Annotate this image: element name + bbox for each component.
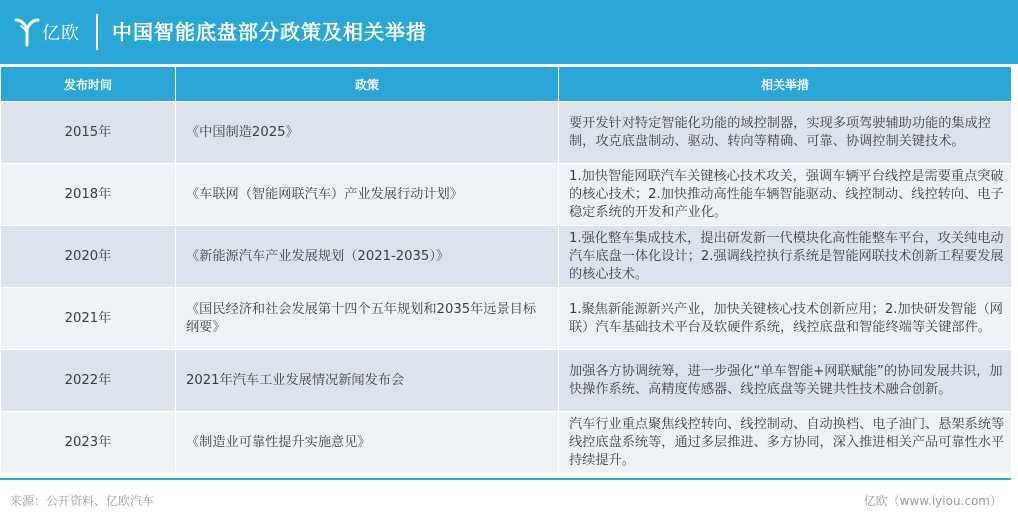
policy-cell: 《国民经济和社会发展第十四个五年规划和2035年远景目标纲要》 xyxy=(176,288,559,350)
table-row xyxy=(1,226,1012,288)
column-header-measures: 相关举措 xyxy=(559,67,1012,102)
year-cell: 2023年 xyxy=(1,412,176,474)
policy-cell: 《中国制造2025》 xyxy=(176,102,559,164)
logo-y-icon xyxy=(14,17,40,47)
policy-cell: 《制造业可靠性提升实施意见》 xyxy=(176,412,559,474)
logo-text: 亿欧 xyxy=(42,23,80,44)
table-row xyxy=(1,412,1012,474)
footer-source: 来源：公开资料、亿欧汽车 xyxy=(10,494,155,508)
table-bottom-rule xyxy=(0,478,1011,480)
brand-logo[interactable] xyxy=(14,10,92,54)
measures-cell: 1.强化整车集成技术，提出研发新一代模块化高性能整车平台，攻关纯电动汽车底盘一体化设计；2.强调线控执行系统是智能网联技术创新工程要发展的核心技术。 xyxy=(559,226,1012,288)
policy-cell: 《车联网（智能网联汽车）产业发展行动计划》 xyxy=(176,164,559,226)
column-header-date: 发布时间 xyxy=(1,67,176,102)
year-cell: 2022年 xyxy=(1,350,176,412)
measures-cell: 1.加快智能网联汽车关键核心技术攻关，强调车辆平台线控是需要重点突破的核心技术；2.加快推动高性能车辆智能驱动、线控制动、线控转向、电子稳定系统的开发和产业化。 xyxy=(559,164,1012,226)
policy-table xyxy=(0,66,1012,474)
measures-cell: 汽车行业重点聚焦线控转向、线控制动、自动换档、电子油门、悬架系统等线控底盘系统等，通过多层推进、多方协同，深入推进相关产品可靠性水平持续提升。 xyxy=(559,412,1012,474)
page-title: 中国智能底盘部分政策及相关举措 xyxy=(112,20,427,44)
year-cell: 2021年 xyxy=(1,288,176,350)
table-row xyxy=(1,288,1012,350)
header-divider xyxy=(96,14,98,50)
table-row xyxy=(1,164,1012,226)
policy-cell: 《新能源汽车产业发展规划（2021-2035）》 xyxy=(176,226,559,288)
measures-cell: 1.聚焦新能源新兴产业，加快关键核心技术创新应用；2.加快研发智能（网联）汽车基础技术平台及软硬件系统，线控底盘和智能终端等关键部件。 xyxy=(559,288,1012,350)
year-cell: 2020年 xyxy=(1,226,176,288)
header-banner xyxy=(0,0,1018,64)
measures-cell: 要开发针对特定智能化功能的域控制器，实现多项驾驶辅助功能的集成控制，攻克底盘制动、驱动、转向等精确、可靠、协调控制关键技术。 xyxy=(559,102,1012,164)
policy-cell: 2021年汽车工业发展情况新闻发布会 xyxy=(176,350,559,412)
column-header-policy: 政策 xyxy=(176,67,559,102)
table-row xyxy=(1,102,1012,164)
table-row xyxy=(1,350,1012,412)
year-cell: 2015年 xyxy=(1,102,176,164)
footer-brand-link[interactable]: 亿欧（www.iyiou.com） xyxy=(863,494,1002,508)
measures-cell: 加强各方协调统筹，进一步强化“单车智能+网联赋能”的协同发展共识，加快操作系统、高精度传感器、线控底盘等关键共性技术融合创新。 xyxy=(559,350,1012,412)
table-header-row xyxy=(1,67,1012,102)
year-cell: 2018年 xyxy=(1,164,176,226)
